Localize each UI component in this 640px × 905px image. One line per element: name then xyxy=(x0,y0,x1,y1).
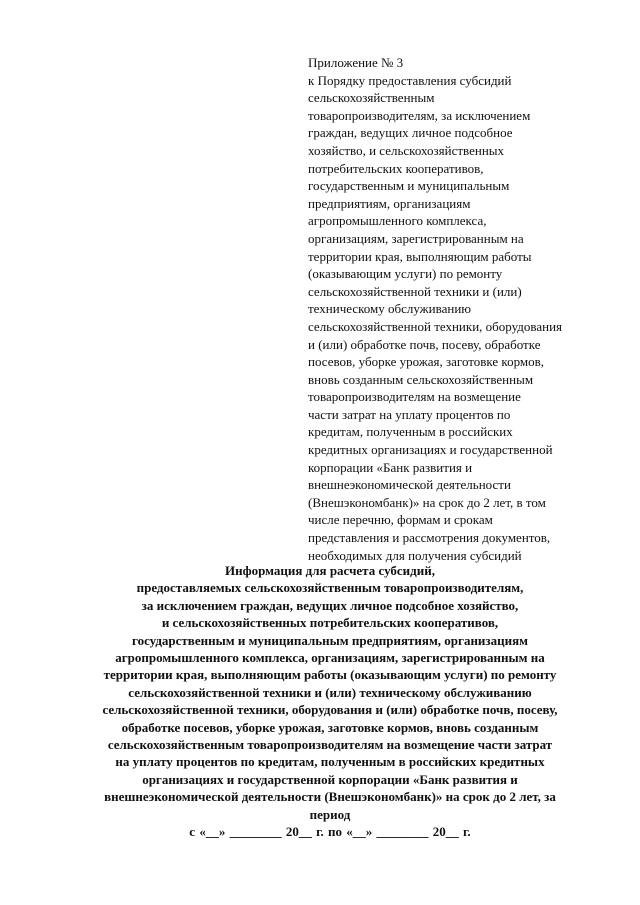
heading-line: за исключением граждан, ведущих личное подсобное хозяйство, xyxy=(141,597,519,613)
appendix-line: корпорации «Банк развития и xyxy=(308,459,473,475)
appendix-line: техническому обслуживанию xyxy=(308,301,471,317)
heading-line: период xyxy=(309,806,351,822)
heading-line: территории края, выполняющим работы (оказывающим услуги) по ремонту xyxy=(103,667,557,683)
appendix-line: к Порядку предоставления субсидий xyxy=(308,72,512,88)
appendix-line: территории края, выполняющим работы xyxy=(308,248,532,264)
appendix-line: предприятиям, организациям xyxy=(308,195,471,211)
appendix-line: (оказывающим услуги) по ремонту xyxy=(308,266,503,282)
period-line: с «__» ________ 20__ г. по «__» ________ 20__ г. xyxy=(189,824,471,840)
appendix-line: необходимых для получения субсидий xyxy=(308,547,522,563)
appendix-line: товаропроизводителям на возмещение xyxy=(308,389,521,405)
heading-line: сельскохозяйственной техники, оборудования и (или) обработке почв, посеву, xyxy=(102,702,558,718)
heading-line: государственным и муниципальным предприятиям, организациям xyxy=(131,632,529,648)
appendix-line: Приложение № 3 xyxy=(308,55,404,70)
heading-line: агропромышленного комплекса, организациям, зарегистрированным на xyxy=(115,650,545,666)
appendix-line: хозяйство, и сельскохозяйственных xyxy=(308,142,505,158)
appendix-line: сельскохозяйственным xyxy=(308,90,435,106)
appendix-line: государственным и муниципальным xyxy=(308,178,510,194)
heading-line: и сельскохозяйственных потребительских кооперативов, xyxy=(161,615,499,631)
heading-line: Информация для расчета субсидий, xyxy=(225,563,435,578)
heading-line: внешнеэкономической деятельности (Внешэкономбанк)» на срок до 2 лет, за xyxy=(104,789,556,805)
appendix-line: товаропроизводителям, за исключением xyxy=(308,107,531,123)
appendix-line: (Внешэкономбанк)» на срок до 2 лет, в том xyxy=(308,494,546,510)
appendix-line: агропромышленного комплекса, xyxy=(308,213,487,229)
appendix-line: потребительских кооперативов, xyxy=(308,160,484,176)
heading-line: обработке посевов, уборке урожая, заготовке кормов, вновь созданным xyxy=(121,719,539,735)
appendix-line: сельскохозяйственной техники и (или) xyxy=(308,283,522,299)
heading-line: на уплату процентов по кредитам, полученным в российских кредитных xyxy=(115,754,545,770)
appendix-line: вновь созданным сельскохозяйственным xyxy=(308,371,534,387)
appendix-line: числе перечню, формам и срокам xyxy=(308,512,493,528)
appendix-line: внешнеэкономической деятельности xyxy=(308,477,511,493)
appendix-line: и (или) обработке почв, посеву, обработке xyxy=(308,336,541,352)
appendix-line: организациям, зарегистрированным на xyxy=(308,230,524,246)
document-heading xyxy=(60,562,600,841)
appendix-line: граждан, ведущих личное подсобное xyxy=(308,125,513,141)
appendix-line: посевов, уборке урожая, заготовке кормов, xyxy=(308,354,545,370)
heading-line: организациях и государственной корпорации «Банк развития и xyxy=(142,771,518,787)
appendix-block xyxy=(308,54,608,564)
appendix-line: представления и рассмотрения документов, xyxy=(308,530,551,546)
heading-line: сельскохозяйственной техники и (или) техническому обслуживанию xyxy=(128,684,532,700)
heading-line: сельскохозяйственным товаропроизводителям на возмещение части затрат xyxy=(107,737,553,753)
appendix-line: сельскохозяйственной техники, оборудования xyxy=(308,318,563,334)
appendix-line: части затрат на уплату процентов по xyxy=(308,406,511,422)
appendix-line: кредитных организациях и государственной xyxy=(308,442,553,458)
heading-line: предоставляемых сельскохозяйственным товаропроизводителям, xyxy=(136,580,524,596)
appendix-line: кредитам, полученным в российских xyxy=(308,424,513,440)
